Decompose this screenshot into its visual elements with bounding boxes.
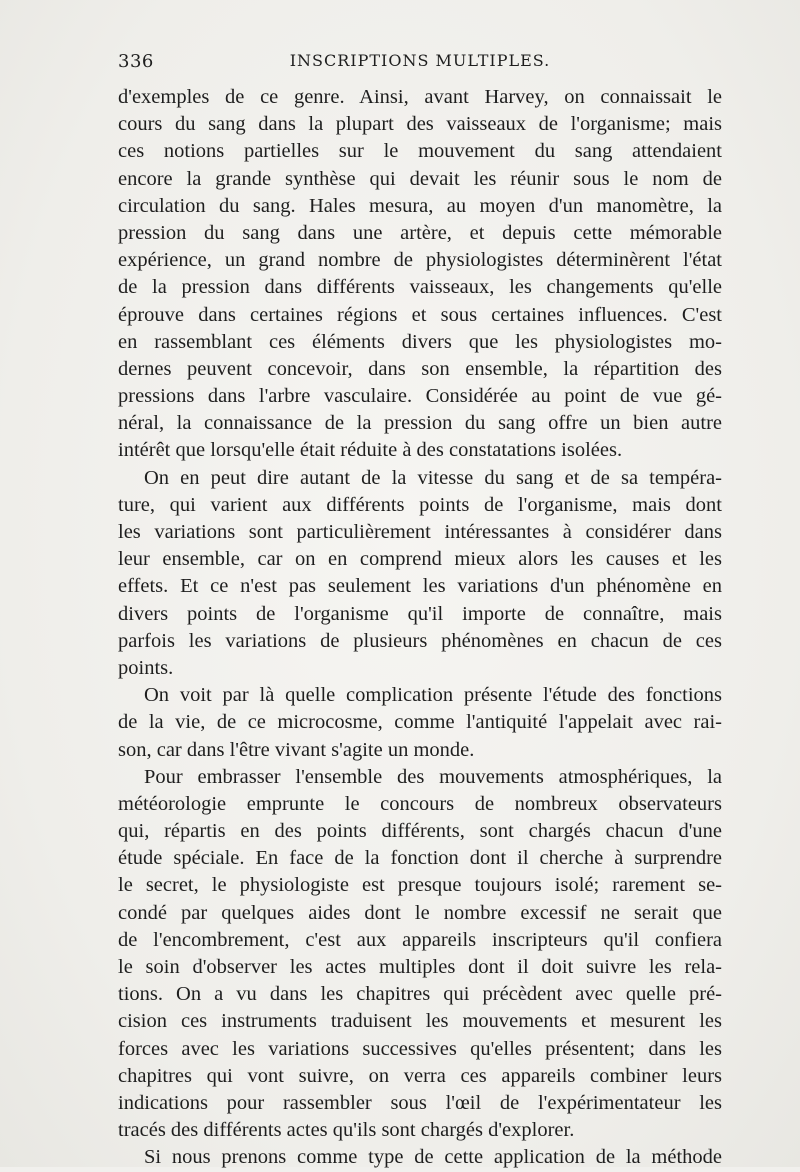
text-line: indications pour rassembler sous l'œil de l'expérimentateur les (118, 1091, 722, 1114)
text-line: le soin d'observer les actes multiples dont il doit suivre les rela- (118, 956, 722, 978)
running-title: INSCRIPTIONS MULTIPLES. (289, 51, 551, 70)
text-line: éprouve dans certaines régions et sous certaines influences. C'est (118, 303, 722, 326)
text-line: encore la grande synthèse qui devait les réunir sous le nom de (118, 167, 722, 190)
text-line: néral, la connaissance de la pression du sang offre un bien autre (118, 412, 722, 435)
text-line: cours du sang dans la plupart des vaisseaux de l'organisme; mais (118, 113, 722, 136)
text-line: divers points de l'organisme qu'il importe de connaître, mais (118, 602, 722, 625)
text-line: de la pression dans différents vaisseaux, les changements qu'elle (118, 276, 722, 299)
text-line: ture, qui varient aux différents points de l'organisme, mais dont (118, 493, 722, 516)
text-line: pression du sang dans une artère, et depuis cette mémorable (118, 221, 722, 244)
text-line: points. (118, 656, 174, 679)
text-line: pressions dans l'arbre vasculaire. Considérée au point de vue gé- (118, 385, 722, 408)
text-line: circulation du sang. Hales mesura, au moyen d'un manomètre, la (118, 194, 722, 217)
text-line: étude spéciale. En face de la fonction dont il cherche à surprendre (118, 847, 722, 870)
text-line: tracés des différents actes qu'ils sont chargés d'explorer. (118, 1119, 575, 1142)
text-line: On en peut dire autant de la vitesse du sang et de sa tempéra- (144, 466, 722, 489)
text-line: ces notions partielles sur le mouvement du sang attendaient (118, 140, 722, 163)
text-line: intérêt que lorsqu'elle était réduite à des constatations isolées. (118, 439, 623, 462)
text-line: parfois les variations de plusieurs phénomènes en chacun de ces (118, 629, 722, 652)
text-line: son, car dans l'être vivant s'agite un monde. (118, 738, 475, 761)
page-number: 336 (118, 51, 154, 72)
text-line: On voit par là quelle complication présente l'étude des fonctions (144, 684, 722, 707)
text-line: condé par quelques aides dont le nombre excessif ne serait que (118, 901, 722, 924)
text-line: en rassemblant ces éléments divers que les physiologistes mo- (118, 330, 722, 353)
page-header (118, 51, 722, 79)
text-line: cision ces instruments traduisent les mouvements et mesurent les (118, 1010, 722, 1033)
text-line: météorologie emprunte le concours de nombreux observateurs (118, 792, 722, 815)
text-line: leur ensemble, car on en comprend mieux alors les causes et les (118, 548, 722, 571)
text-line: expérience, un grand nombre de physiologistes déterminèrent l'état (118, 249, 722, 272)
text-line: le secret, le physiologiste est presque toujours isolé; rarement se- (118, 874, 722, 897)
body-text (118, 84, 722, 1172)
text-line: qui, répartis en des points différents, sont chargés chacun d'une (118, 820, 722, 843)
text-line: chapitres qui vont suivre, on verra ces appareils combiner leurs (118, 1064, 722, 1087)
text-line: d'exemples de ce genre. Ainsi, avant Harvey, on connaissait le (118, 86, 722, 108)
text-line: Si nous prenons comme type de cette application de la méthode (144, 1146, 722, 1169)
text-line: dernes peuvent concevoir, dans son ensemble, la répartition des (118, 357, 722, 380)
text-line: les variations sont particulièrement intéressantes à considérer dans (118, 521, 722, 543)
text-line: tions. On a vu dans les chapitres qui précèdent avec quelle pré- (118, 983, 722, 1006)
text-line: de l'encombrement, c'est aux appareils inscripteurs qu'il confiera (118, 928, 722, 951)
text-line: forces avec les variations successives qu'elles présentent; dans les (118, 1037, 722, 1060)
text-line: Pour embrasser l'ensemble des mouvements atmosphériques, la (144, 765, 722, 788)
text-line: de la vie, de ce microcosme, comme l'antiquité l'appelait avec rai- (118, 711, 722, 734)
text-line: effets. Et ce n'est pas seulement les variations d'un phénomène en (118, 575, 722, 598)
